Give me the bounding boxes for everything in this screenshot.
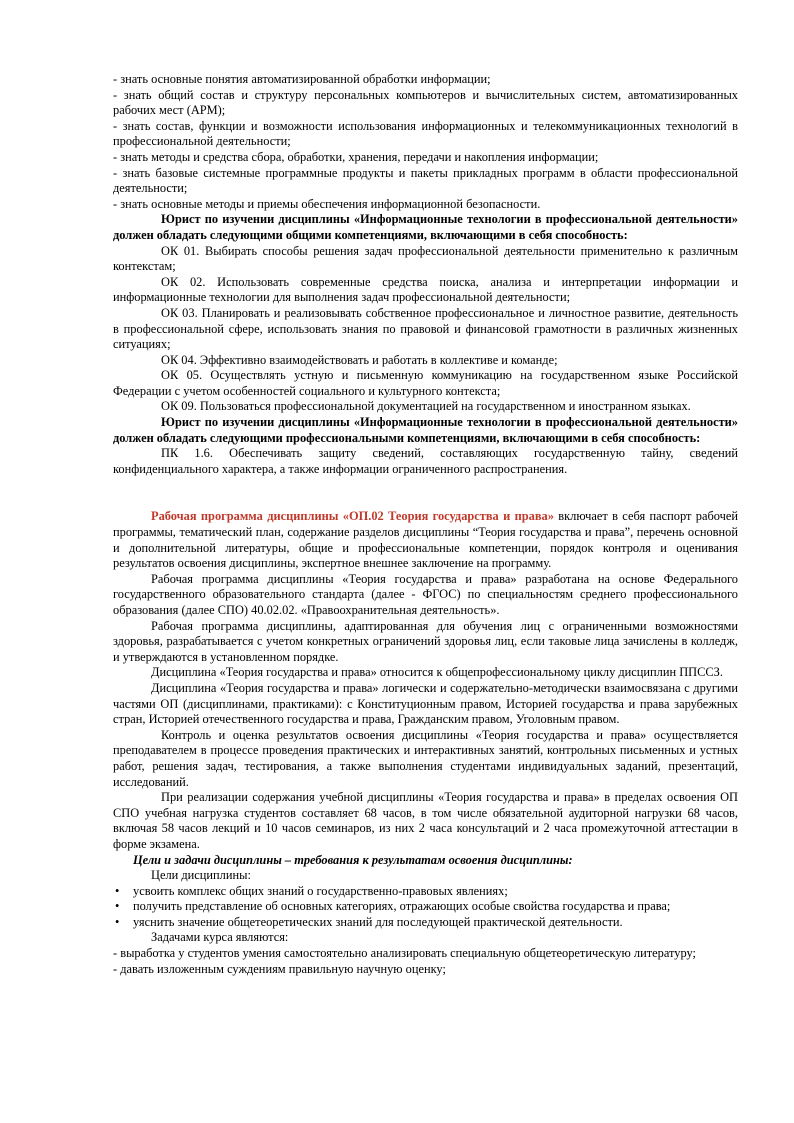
ok-item: ОК 05. Осуществлять устную и письменную коммуникацию на государственном языке Российской Федерации с учетом особенностей социального и культурного контекста; [113,368,738,398]
list-item [113,884,738,900]
knowledge-line: - знать основные понятия автоматизированной обработки информации; [113,72,491,86]
professional-competencies-heading: Юрист по изучении дисциплины «Информационные технологии в профессиональной деятельности» должен обладать следующими профессиональными компетенциями, включающими в себя способность: [113,415,738,445]
goals-heading: Цели и задачи дисциплины – требования к результатам освоения дисциплины: [133,852,573,867]
ok-item: ОК 09. Пользоваться профессиональной документацией на государственном и иностранном языках. [161,399,691,414]
tasks-label: Задачами курса являются: [151,930,289,945]
goal-text: уяснить значение общетеоретических знаний для последующей практической деятельности. [133,914,623,929]
ok-item: ОК 03. Планировать и реализовывать собственное профессиональное и личностное развитие, деятельность в профессиональной сфере, использовать знания по правовой и финансовой грамотности в различных жизненных ситуациях; [113,305,738,352]
task-line: - выработка у студентов умения самостоятельно анализировать специальную общетеоретическую литературу; [113,946,696,961]
knowledge-line: - знать основные методы и приемы обеспечения информационной безопасности. [113,196,541,211]
ok-item: ОК 02. Использовать современные средства поиска, анализа и интерпретации информации и информационные технологии для выполнения задач профессиональной деятельности; [113,274,738,305]
section-gap [113,477,738,509]
knowledge-line: - знать методы и средства сбора, обработки, хранения, передачи и накопления информации; [113,149,599,164]
bullet-icon: • [115,914,120,929]
goal-text: получить представление об основных категориях, отражающих особые свойства государства и права; [133,899,671,914]
program-title-rest: включает в себя паспорт рабочей программы, тематический план, содержание разделов дисциплины “Теория государства и права”, перечень основной и дополнительной литературы, общие и профессиональные компетенции, порядок контроля и оценивания результатов освоения дисциплины, экспертное внешнее заключение на программу. [113,509,738,571]
general-competencies-heading: Юрист по изучении дисциплины «Информационные технологии в профессиональной деятельности» должен обладать следующими общими компетенциями, включающими в себя способность: [113,212,738,242]
goals-list [113,884,738,931]
knowledge-line: - знать общий состав и структуру персональных компьютеров и вычислительных систем, автоматизированных рабочих мест (АРМ); [113,87,738,118]
body-paragraph: При реализации содержания учебной дисциплины «Теория государства и права» в пределах освоения ОП СПО учебная нагрузка студентов составляет 68 часов, в том числе обязательной аудиторной нагрузки 68 часов, включая 58 часов лекций и 10 часов семинаров, из них 2 часа консультаций и 2 часа промежуточной аттестации в форме экзамена. [113,790,738,851]
body-paragraph: Контроль и оценка результатов освоения дисциплины «Теория государства и права» осуществляется преподавателем в процессе проведения практических и интерактивных занятий, контрольных письменных и устных работ, решения задач, тестирования, а также выполнения студентами индивидуальных заданий, презентаций, исследований. [113,727,738,789]
ok-item: ОК 04. Эффективно взаимодействовать и работать в коллективе и команде; [161,352,558,367]
body-paragraph: Дисциплина «Теория государства и права» логически и содержательно-методически взаимосвязана с другими частями ОП (дисциплинами, практиками): с Конституционным правом, Историей государства и права зарубежных стран, Историей отечественного государства и права, Гражданским правом, Уголовным правом. [113,680,738,727]
knowledge-line: - знать базовые системные программные продукты и пакеты прикладных программ в области профессиональной деятельности; [113,165,738,196]
program-title: Рабочая программа дисциплины «ОП.02 Теория государства и права» [151,509,554,524]
bullet-icon: • [115,883,120,898]
goals-label: Цели дисциплины: [151,868,251,883]
task-line: - давать изложенным суждениям правильную научную оценку; [113,961,446,976]
list-item [113,915,738,931]
knowledge-line: - знать состав, функции и возможности использования информационных и телекоммуникационных технологий в профессиональной деятельности; [113,118,738,149]
ok-item: ОК 01. Выбирать способы решения задач профессиональной деятельности применительно к различным контекстам; [113,243,738,274]
goal-text: усвоить комплекс общих знаний о государственно-правовых явлениях; [133,883,508,898]
program-intro [113,509,738,571]
body-paragraph: Рабочая программа дисциплины «Теория государства и права» разработана на основе Федерального государственного образовательного стандарта (далее - ФГОС) по специальностям среднего профессионального образования (далее СПО) 40.02.02. «Правоохранительная деятельность». [113,571,738,617]
body-paragraph: Рабочая программа дисциплины, адаптированная для обучения лиц с ограниченными возможностями здоровья, разрабатывается с учетом конкретных ограничений здоровья лиц, если таковые лица зачислены в колледж, и утверждаются в установленном порядке. [113,618,738,664]
document-page [113,72,738,977]
bullet-icon: • [115,899,120,914]
body-paragraph: Дисциплина «Теория государства и права» относится к общепрофессиональному циклу дисциплин ППССЗ. [151,665,723,680]
list-item [113,899,738,915]
pk-item: ПК 1.6. Обеспечивать защиту сведений, составляющих государственную тайну, сведений конфиденциального характера, а также информации ограниченного распространения. [113,446,738,476]
